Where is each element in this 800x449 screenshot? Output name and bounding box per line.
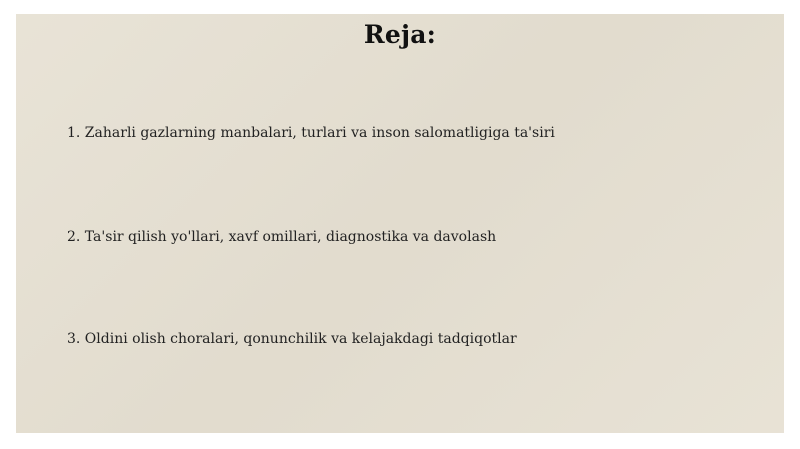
- plan-item: 3. Oldini olish choralari, qonunchilik va kelajakdagi tadqiqotlar: [67, 331, 517, 347]
- slide-title: Reja:: [363, 20, 437, 49]
- plan-item: 1. Zaharli gazlarning manbalari, turlari va inson salomatligiga ta'siri: [67, 125, 555, 141]
- plan-item: 2. Ta'sir qilish yo'llari, xavf omillari, diagnostika va davolash: [67, 229, 497, 245]
- slide: [16, 14, 784, 433]
